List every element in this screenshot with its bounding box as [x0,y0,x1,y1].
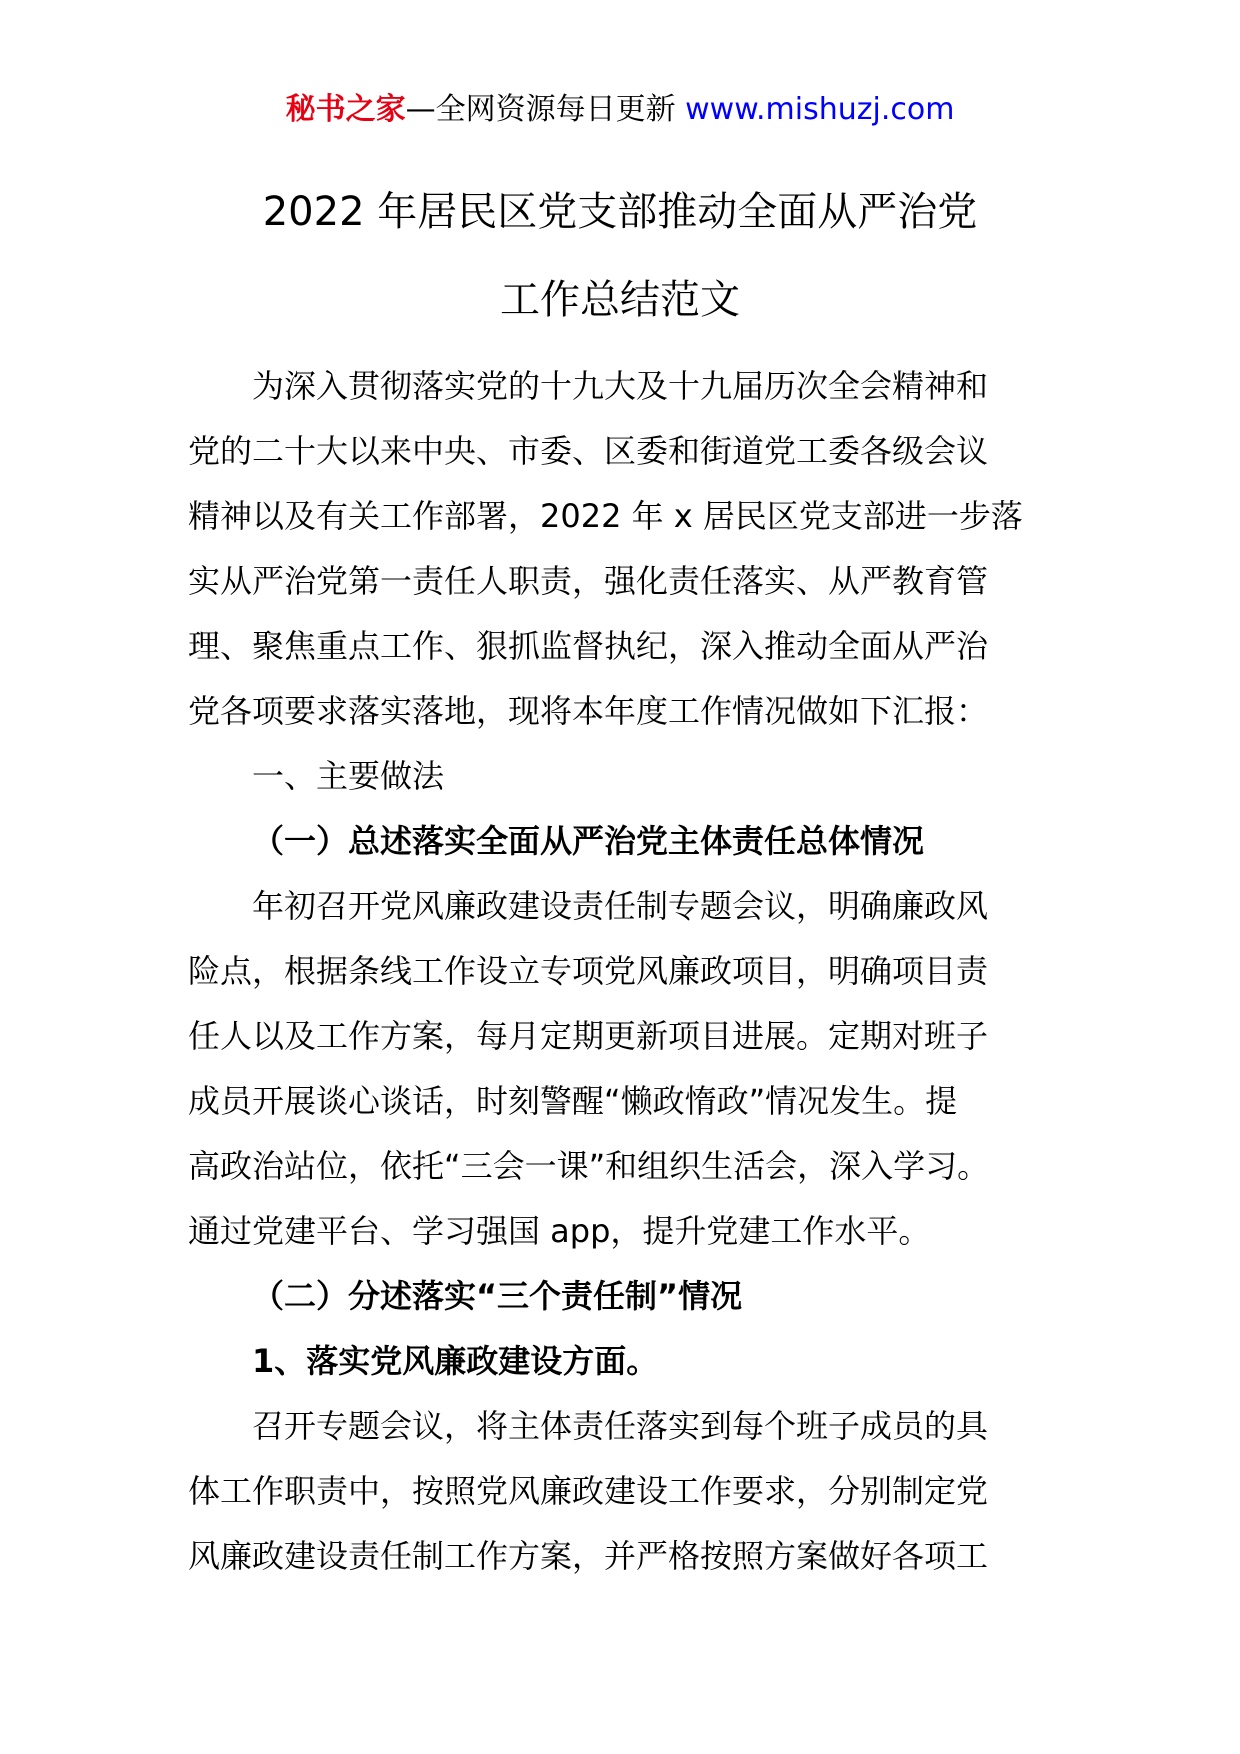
document-body [188,354,1048,1589]
paragraph-line: 精神以及有关工作部署，2022 年 x 居民区党支部进一步落 [188,497,1023,535]
paragraph-line: 通过党建平台、学习强国 app，提升党建工作水平。 [188,1212,931,1250]
paragraph-line: 高政治站位，依托“三会一课”和组织生活会，深入学习。 [188,1147,990,1185]
paragraph-line: 年初召开党风廉政建设责任制专题会议，明确廉政风 [252,887,989,925]
site-brand: 秘书之家 [285,92,406,127]
site-url-link[interactable]: www.mishuzj.com [685,92,955,127]
paragraph-line: 实从严治党第一责任人职责，强化责任落实、从严教育管 [188,562,989,600]
subsection-heading: （一）总述落实全面从严治党主体责任总体情况 [252,822,925,860]
site-header [0,88,1240,132]
subsection-heading: （二）分述落实“三个责任制”情况 [252,1277,743,1315]
site-tagline: —全网资源每日更新 [405,92,676,127]
paragraph-line: 理、聚焦重点工作、狠抓监督执纪，深入推动全面从严治 [188,627,989,665]
paragraph-line: 风廉政建设责任制工作方案，并严格按照方案做好各项工 [188,1537,989,1575]
paragraph-line: 党的二十大以来中央、市委、区委和街道党工委各级会议 [188,432,989,470]
document-title-line-2: 工作总结范文 [500,277,740,323]
paragraph-line: 任人以及工作方案，每月定期更新项目进展。定期对班子 [188,1017,989,1055]
paragraph-line: 召开专题会议，将主体责任落实到每个班子成员的具 [252,1407,989,1445]
paragraph-line: 成员开展谈心谈话，时刻警醒“懒政惰政”情况发生。提 [188,1082,958,1120]
paragraph-line: 体工作职责中，按照党风廉政建设工作要求，分别制定党 [188,1472,989,1510]
paragraph-line: 党各项要求落实落地，现将本年度工作情况做如下汇报： [188,692,989,730]
item-heading: 1、落实党风廉政建设方面。 [252,1342,659,1380]
section-heading: 一、主要做法 [252,757,445,795]
document-title-line-1: 2022 年居民区党支部推动全面从严治党 [262,189,978,235]
paragraph-line: 为深入贯彻落实党的十九大及十九届历次全会精神和 [252,367,989,405]
paragraph-line: 险点，根据条线工作设立专项党风廉政项目，明确项目责 [188,952,989,990]
